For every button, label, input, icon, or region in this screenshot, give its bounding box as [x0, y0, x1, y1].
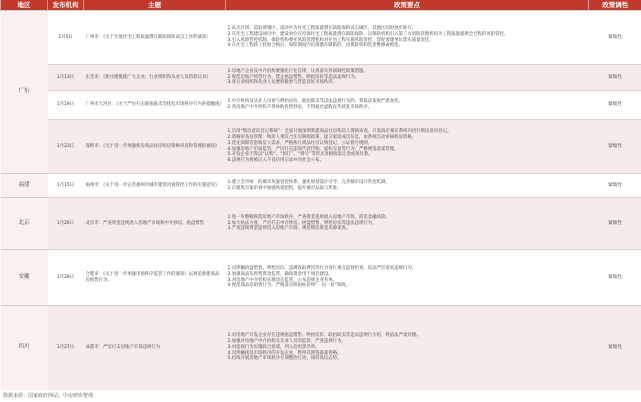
region-cell: 广东	[1, 11, 48, 174]
date-cell: 1月13日	[48, 65, 84, 91]
policy-point: 5.开发企业不得以“认购”、“预订”、“排号”等形式变相收取定金或预付款。	[227, 152, 373, 158]
policy-point: 2.在住宅工程建设项目中，建设单位应投保住宅工程质量潜在缺陷保险，以保险机构引入第三方风险管理机构为工程质量提供全过程的风险管控。	[227, 31, 509, 37]
policy-point: 3.优先保障首套购房人需求，严格执行商品住房认购登记、公证摇号规则。	[227, 140, 373, 146]
header-agency: 发布机构	[48, 0, 84, 11]
policy-point: 1.对房地产开发企业存在违规捂盘惜售、哄抬房价、联拍联卖等违法违规行为的，将依法严肃处理。	[227, 333, 421, 339]
table-row	[1, 11, 641, 65]
table-row	[1, 198, 641, 250]
policy-point: 1.房地产企业及中介机构要强化行业自律，认真落实各项调控政策措施。	[227, 68, 368, 74]
policy-point: 3.各行业组织和从业人员要积极参与营造良好市场秩序。	[227, 80, 338, 86]
region-cell: 福建	[1, 174, 48, 198]
header-theme: 主题	[84, 0, 226, 11]
policy-point: 1.对涉嫌捂盘惜售、哄抬房价、违规收取费用等行为进行重点监督检查，依法严厉查处违规行为。	[227, 266, 417, 272]
points-cell	[226, 11, 589, 65]
table-row	[1, 91, 641, 120]
points-cell	[226, 174, 589, 198]
header-points: 政策要点	[226, 0, 589, 11]
date-cell: 1月27日	[48, 306, 84, 390]
date-cell: 1月5日	[48, 11, 84, 65]
region-cell: 四川	[1, 306, 48, 390]
policy-point: 3.对违规行为实施联合惩戒，列入信用黑名单。	[227, 344, 320, 350]
policy-point: 2.资格审查及管理：购房人须符合住房限购政策，提交家庭成员信息，由系统自动审核购房资格。	[227, 135, 417, 141]
date-cell: 1月15日	[48, 174, 84, 198]
policy-point: 2.规范房地产经营行为，禁止捂盘惜售、哄抬房价等违法违规行为。	[227, 74, 360, 80]
agency-cell: 东莞市：《新住建揽揽广大企业、行业组织和从业人员的倡议书》	[84, 65, 226, 91]
policy-point: 2.加强对房地产中介机构及从业人员的监管，严查违规行为。	[227, 339, 346, 345]
date-cell: 1月23日	[48, 120, 84, 174]
policy-point: 1.启用“购房意向登记系统”：全面开展深圳新建商品住房购房人资格审查，开发商必须在系统内进行购房意向登记。	[227, 129, 452, 135]
agency-cell: 成都市：严厉打击房地产市场违规行为	[84, 306, 226, 390]
agency-cell: 广州市：《关于开展住宅工程质量潜在缺陷保险试点工作的通知》	[84, 11, 226, 65]
table-row	[1, 174, 641, 198]
policy-point: 6.违规行为将被记入不良信用记录并向社会公布。	[227, 157, 324, 163]
date-cell: 1月26日	[48, 198, 84, 250]
agency-cell: 福州市：《关于进一步完善福州市城市建筑风貌管控工作的实施意见》	[84, 174, 226, 198]
policy-point: 2.加大执法力度，严厉打击中介炒房、捂盘惜售、哄抬房价等违法违规行为。	[227, 220, 377, 226]
points-cell	[226, 198, 589, 250]
header-level: 政策调性	[589, 0, 641, 11]
level-cell: 紧缩性	[589, 198, 641, 250]
agency-cell: 深圳市：《关于进一步加强新房商品住房购房资格审查和管理的通知》	[84, 120, 226, 174]
level-cell: 紧缩性	[589, 91, 641, 120]
policy-point: 1.建立全市统一的城市风貌管控体系，强化规划设计引导，完善城市设计管控机制。	[227, 179, 390, 185]
points-cell	[226, 120, 589, 174]
level-cell: 紧缩性	[589, 120, 641, 174]
policy-point: 4.对涉嫌扰乱市场秩序的开发企业，暂停其网签备案资格。	[227, 350, 342, 356]
policy-point: 1.中介机构及从业人员参与哄抬房价、联拍联卖等违法违规行为的，将依法依规严肃查处。	[227, 99, 403, 105]
agency-cell: 合肥市：《关于进一步加强市场秩序监管工作的通知》以规范新建商品房销售行为。	[84, 250, 226, 306]
level-cell: 紧缩性	[589, 174, 641, 198]
points-cell	[226, 250, 589, 306]
level-cell: 紧缩性	[589, 11, 641, 65]
table-row	[1, 65, 641, 91]
policy-point: 2.各房地产中介机构不得协助投资炒房，不得通过虚假宣传扰乱市场秩序。	[227, 105, 373, 110]
policy-point: 4.规范商品房销售行为，严格落实明码标价和“一房一价”制度。	[227, 283, 351, 289]
points-cell	[226, 306, 589, 390]
date-cell: 1月19日	[48, 91, 84, 120]
agency-cell: 广州市天河区：《关于严厉打击联拍联卖等扰乱市场秩序行为的提醒函》	[84, 91, 226, 120]
policy-point: 1.进一步整顿规范房地产市场秩序，严查资金违规流入房地产市场，防范金融风险。	[227, 214, 390, 220]
policy-point: 4.加强房地产市场监管，严厉打击违规代持代购、虚构交易等行为，严格网签备案管理。	[227, 146, 399, 152]
policy-point: 3.引入风险管控机制，保险机构委托风险管理机构对住宅工程实施风险管控，督促参建单位落实质量责任。	[227, 37, 434, 43]
level-cell: 紧缩性	[589, 306, 641, 390]
policy-point: 1.试点区域：选取黄埔区、南沙区为住宅工程质量潜在缺陷保险试点城区，其他区同时逐步推行。	[227, 26, 417, 32]
date-cell: 1月28日	[48, 250, 84, 306]
header-region: 地区	[1, 0, 48, 11]
data-source-note: 数据来源：国家政府网站；中房研协整理	[3, 393, 94, 399]
policy-point: 5.持续开展房地产市场秩序专项整治行动，保持高压态势。	[227, 356, 342, 362]
policy-point: 3.严查违规资金违规进入房地产市场，规范购房资金来源审查。	[227, 226, 351, 232]
agency-cell: 北京市：严查资金违规进入房地产市场和中介炒房、捂盘惜售	[84, 198, 226, 250]
level-cell: 紧缩性	[589, 250, 641, 306]
policy-point: 2.在建筑方案审查中加强风貌把控，提升城市品质与形象。	[227, 185, 342, 191]
table-header	[1, 0, 641, 11]
policy-point: 4.在住宅工程竣工验收合格后，保险期间内出现潜在缺陷的，由保险机构负责维修或赔偿。	[227, 43, 403, 49]
policy-point: 3.对房地产中介机构实施动态监管，公布违规企业名单。	[227, 277, 338, 283]
points-cell	[226, 91, 589, 120]
region-cell: 安徽	[1, 250, 48, 306]
table-row	[1, 250, 641, 306]
table-row	[1, 306, 641, 390]
table-row	[1, 120, 641, 174]
level-cell: 紧缩性	[589, 65, 641, 91]
policy-point: 2.加强商品房预售资金监管，确保资金用于项目建设。	[227, 271, 333, 277]
points-cell	[226, 65, 589, 91]
region-cell: 北京	[1, 198, 48, 250]
